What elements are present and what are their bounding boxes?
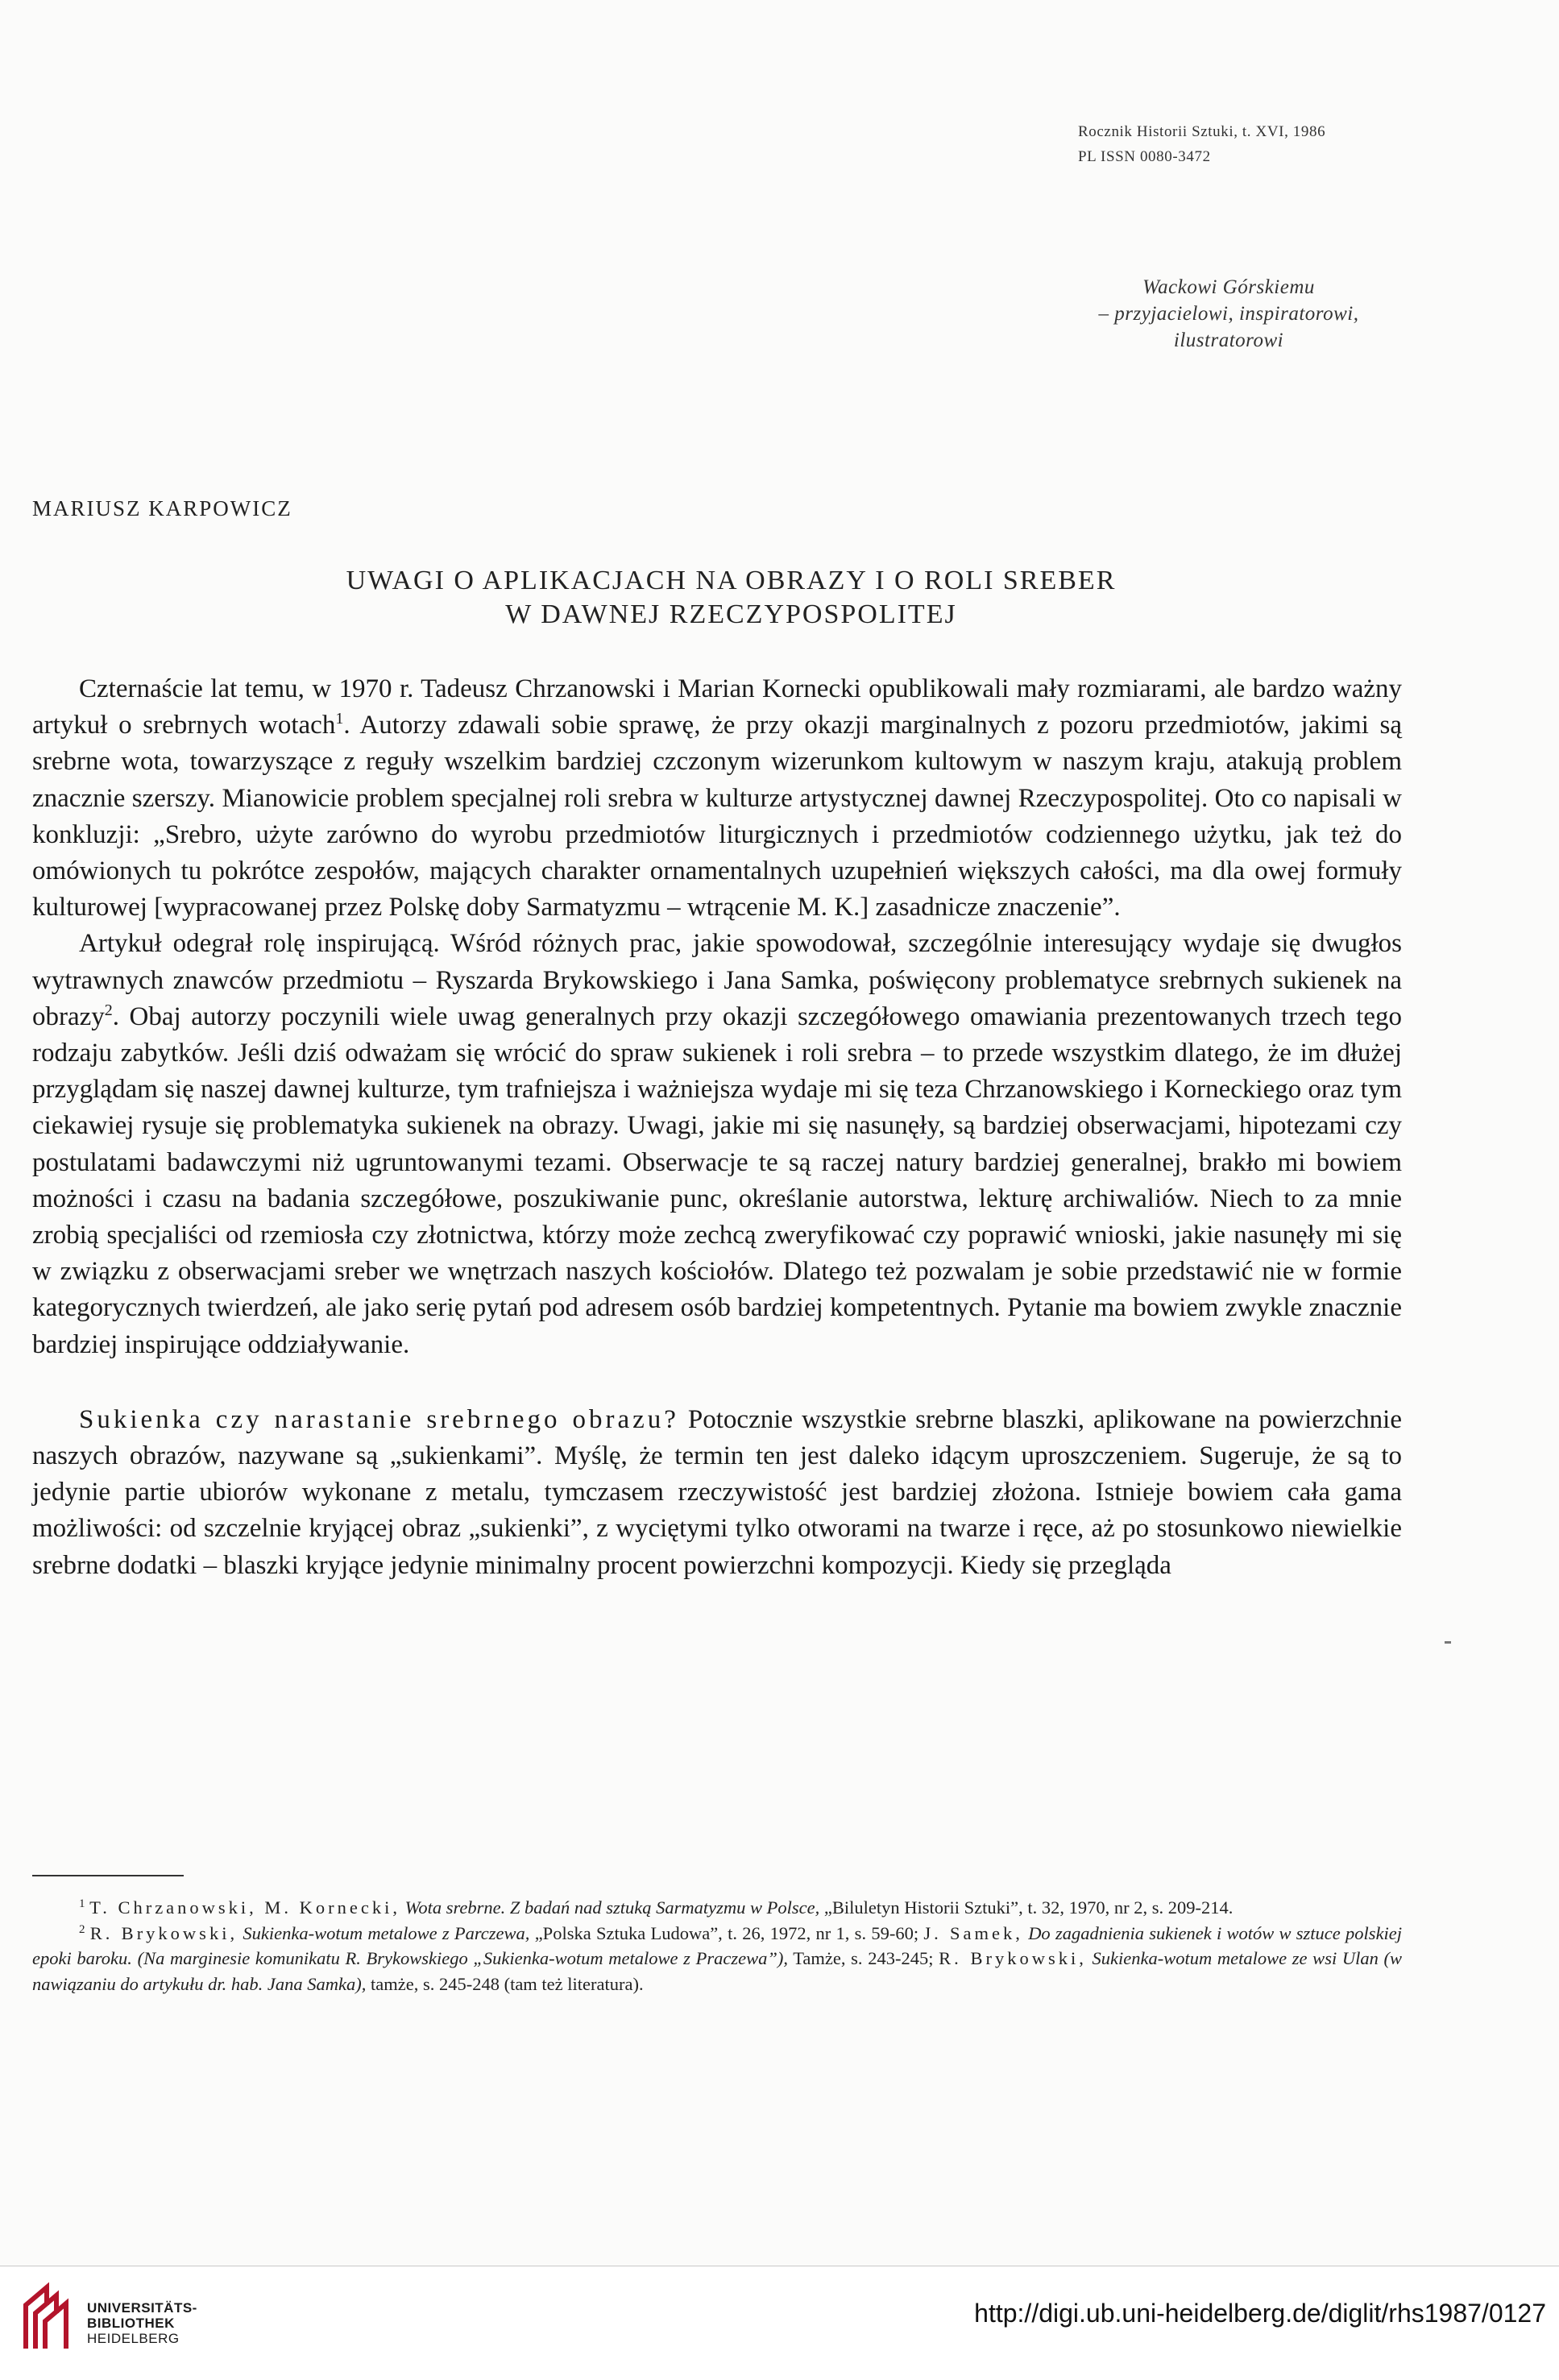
source-url-link[interactable]: http://digi.ub.uni-heidelberg.de/diglit/rhs1987/0127	[974, 2299, 1546, 2328]
library-name	[87, 2300, 197, 2346]
dedication-line-2: – przyjacielowi, inspiratorowi,	[1098, 303, 1359, 325]
article-body	[32, 671, 1402, 1584]
section-heading: Sukienka czy narastanie srebrnego obrazu?	[79, 1404, 679, 1434]
footnote-1	[32, 1895, 1402, 1921]
footnote-2-title-1: Sukienka-wotum metalowe z Parczewa,	[243, 1922, 530, 1943]
title-line-1: UWAGI O APLIKACJACH NA OBRAZY I O ROLI SREBER	[346, 566, 1117, 595]
footnote-2-author-2: J. Samek,	[923, 1922, 1023, 1943]
author-name: MARIUSZ KARPOWICZ	[32, 496, 292, 520]
footnote-1-rest: „Biluletyn Historii Sztuki”, t. 32, 1970, nr 2, s. 209-214.	[823, 1897, 1234, 1918]
footnote-ref-1[interactable]: 1	[335, 710, 344, 728]
paragraph-3	[32, 1402, 1402, 1584]
paragraph-3-text: Potocznie wszystkie srebrne blaszki, aplikowane na powierzchnie naszych obrazów, nazywane są „sukienkami”. Myślę, że termin ten jest daleko idącym uproszczeniem. Sugeruje, że są to jedynie partie ubiorów wykonane z metalu, tymczasem rzeczywistość jest bardziej złożona. Istnieje bowiem cała gama możliwości: od szczelnie kryjącej obraz „sukienki”, z wyciętymi tylko otworami na twarze i ręce, aż po stosunkowo niewielkie srebrne dodatki – blaszki kryjące jedynie minimalny procent powierzchni kompozycji. Kiedy się przegląda	[32, 1404, 1402, 1580]
journal-citation: Rocznik Historii Sztuki, t. XVI, 1986	[1078, 123, 1326, 140]
library-name-line-2: BIBLIOTHEK	[87, 2316, 175, 2331]
paragraph-1-text-b: . Autorzy zdawali sobie sprawę, że przy okazji marginalnych z pozoru przedmiotów, jakimi są srebrne wota, towarzyszące z reguły wszelkim bardziej czczonym wizerunkom kultowym w naszym kraju, atakują problem znacznie szerszy. Mianowicie problem specjalnej roli srebra w kulturze artystycznej dawnej Rzeczypospolitej. Oto co napisali w konkluzji: „Srebro, użyte zarówno do wyrobu przedmiotów liturgicznych i przedmiotów codziennego użytku, jak też do omówionych tu pokrótce zespołów, mających charakter ornamentalnych uzupełnień większych całości, ma dla owej formuły kulturowej [wypracowanej przez Polskę doby Sarmatyzmu – wtrącenie M. K.] zasadnicze znaczenie”.	[32, 711, 1402, 923]
paragraph-2	[32, 926, 1402, 1362]
footnote-1-author: T. Chrzanowski, M. Kornecki,	[89, 1897, 401, 1918]
issn-line: PL ISSN 0080-3472	[1078, 148, 1211, 165]
footnote-1-title: Wota srebrne. Z badań nad sztuką Sarmatyzmu w Polsce,	[404, 1897, 820, 1918]
footnotes	[32, 1895, 1402, 1996]
dedication-line-1: Wackowi Górskiemu	[1142, 276, 1315, 298]
footnote-2-title-5: (w nawiązaniu do artykułu dr. hab. Jana Samka),	[32, 1948, 1403, 1994]
paragraph-2-text-a: Artykuł odegrał rolę inspirującą. Wśród różnych prac, jakie spowodował, szczególnie interesujący wydaje się dwugłos wytrawnych znawców przedmiotu – Ryszarda Brykowskiego i Jana Samka, poświęcony problematyce srebrnych sukienek na obrazy	[32, 929, 1402, 1031]
title-line-2: W DAWNEJ RZECZYPOSPOLITEJ	[505, 599, 957, 629]
paragraph-1-text-a: Czternaście lat temu, w 1970 r. Tadeusz Chrzanowski i Marian Kornecki opublikowali mały rozmiarami, ale bardzo ważny artykuł o srebrnych wotach	[32, 674, 1402, 740]
dedication	[1039, 274, 1418, 354]
heidelberg-library-logo-icon[interactable]	[15, 2281, 71, 2353]
dedication-line-3: ilustratorowi	[1173, 330, 1284, 351]
footnote-2-rest-2: Tamże, s. 243-245;	[793, 1948, 934, 1968]
footnote-ref-2[interactable]: 2	[104, 1001, 113, 1019]
footnote-2-title-3: (Na marginesie komunikatu R. Brykowskiego „Sukienka-wotum metalowe z Praczewa”),	[137, 1948, 788, 1968]
library-name-line-3: HEIDELBERG	[87, 2331, 180, 2346]
footnote-2-title-4: Sukienka-wotum metalowe ze wsi Ulan	[1092, 1948, 1379, 1968]
footnote-2-title-2: Do zagadnienia sukienek i wotów w sztuce polskiej epoki baroku.	[32, 1922, 1403, 1968]
footnote-2-rest-1: „Polska Sztuka Ludowa”, t. 26, 1972, nr 1, s. 59-60;	[534, 1922, 919, 1943]
footnote-2-author-1: R. Brykowski,	[89, 1922, 238, 1943]
footnote-divider	[32, 1875, 184, 1876]
scan-artifact	[1445, 1641, 1451, 1644]
footnote-2-author-3: R. Brykowski,	[939, 1948, 1087, 1968]
paragraph-1	[32, 671, 1402, 926]
footnote-2	[32, 1921, 1402, 1997]
article-title	[32, 564, 1430, 632]
footnote-2-number: 2	[79, 1922, 85, 1936]
journal-header	[1078, 119, 1325, 169]
footnote-2-rest-3: tamże, s. 245-248 (tam też literatura).	[370, 1973, 644, 1994]
library-footer	[0, 2266, 1559, 2380]
footnote-1-number: 1	[79, 1897, 85, 1910]
library-name-line-1: UNIVERSITÄTS-	[87, 2300, 197, 2316]
paragraph-2-text-b: . Obaj autorzy poczynili wiele uwag generalnych przy okazji szczegółowego omawiania prezentowanych trzech tego rodzaju zabytków. Jeśli dziś odważam się wrócić do spraw sukienek i roli srebra – to przede wszystkim dlatego, że im dłużej przyglądam się naszej dawnej kulturze, tym trafniejsza i ważniejsza wydaje mi się teza Chrzanowskiego i Korneckiego oraz tym ciekawiej rysuje się problematyka sukienek na obrazy. Uwagi, jakie mi się nasunęły, są bardziej obserwacjami, hipotezami czy postulatami badawczymi niż ugruntowanymi tezami. Obserwacje te są raczej natury bardziej generalnej, brakło mi bowiem możności i czasu na badania szczegółowe, poszukiwanie punc, określanie autorstwa, lekturę archiwaliów. Niech to za mnie zrobią specjaliści od rzemiosła czy złotnictwa, którzy może zechcą zweryfikować czy poprawić wnioski, jakie nasunęły mi się w związku z obserwacjami sreber we wnętrzach naszych kościołów. Dlatego też pozwalam je sobie przedstawić nie w formie kategorycznych twierdzeń, ale jako serię pytań pod adresem osób bardziej kompetentnych. Pytanie ma bowiem zwykle znacznie bardziej inspirujące oddziaływanie.	[32, 1001, 1402, 1359]
